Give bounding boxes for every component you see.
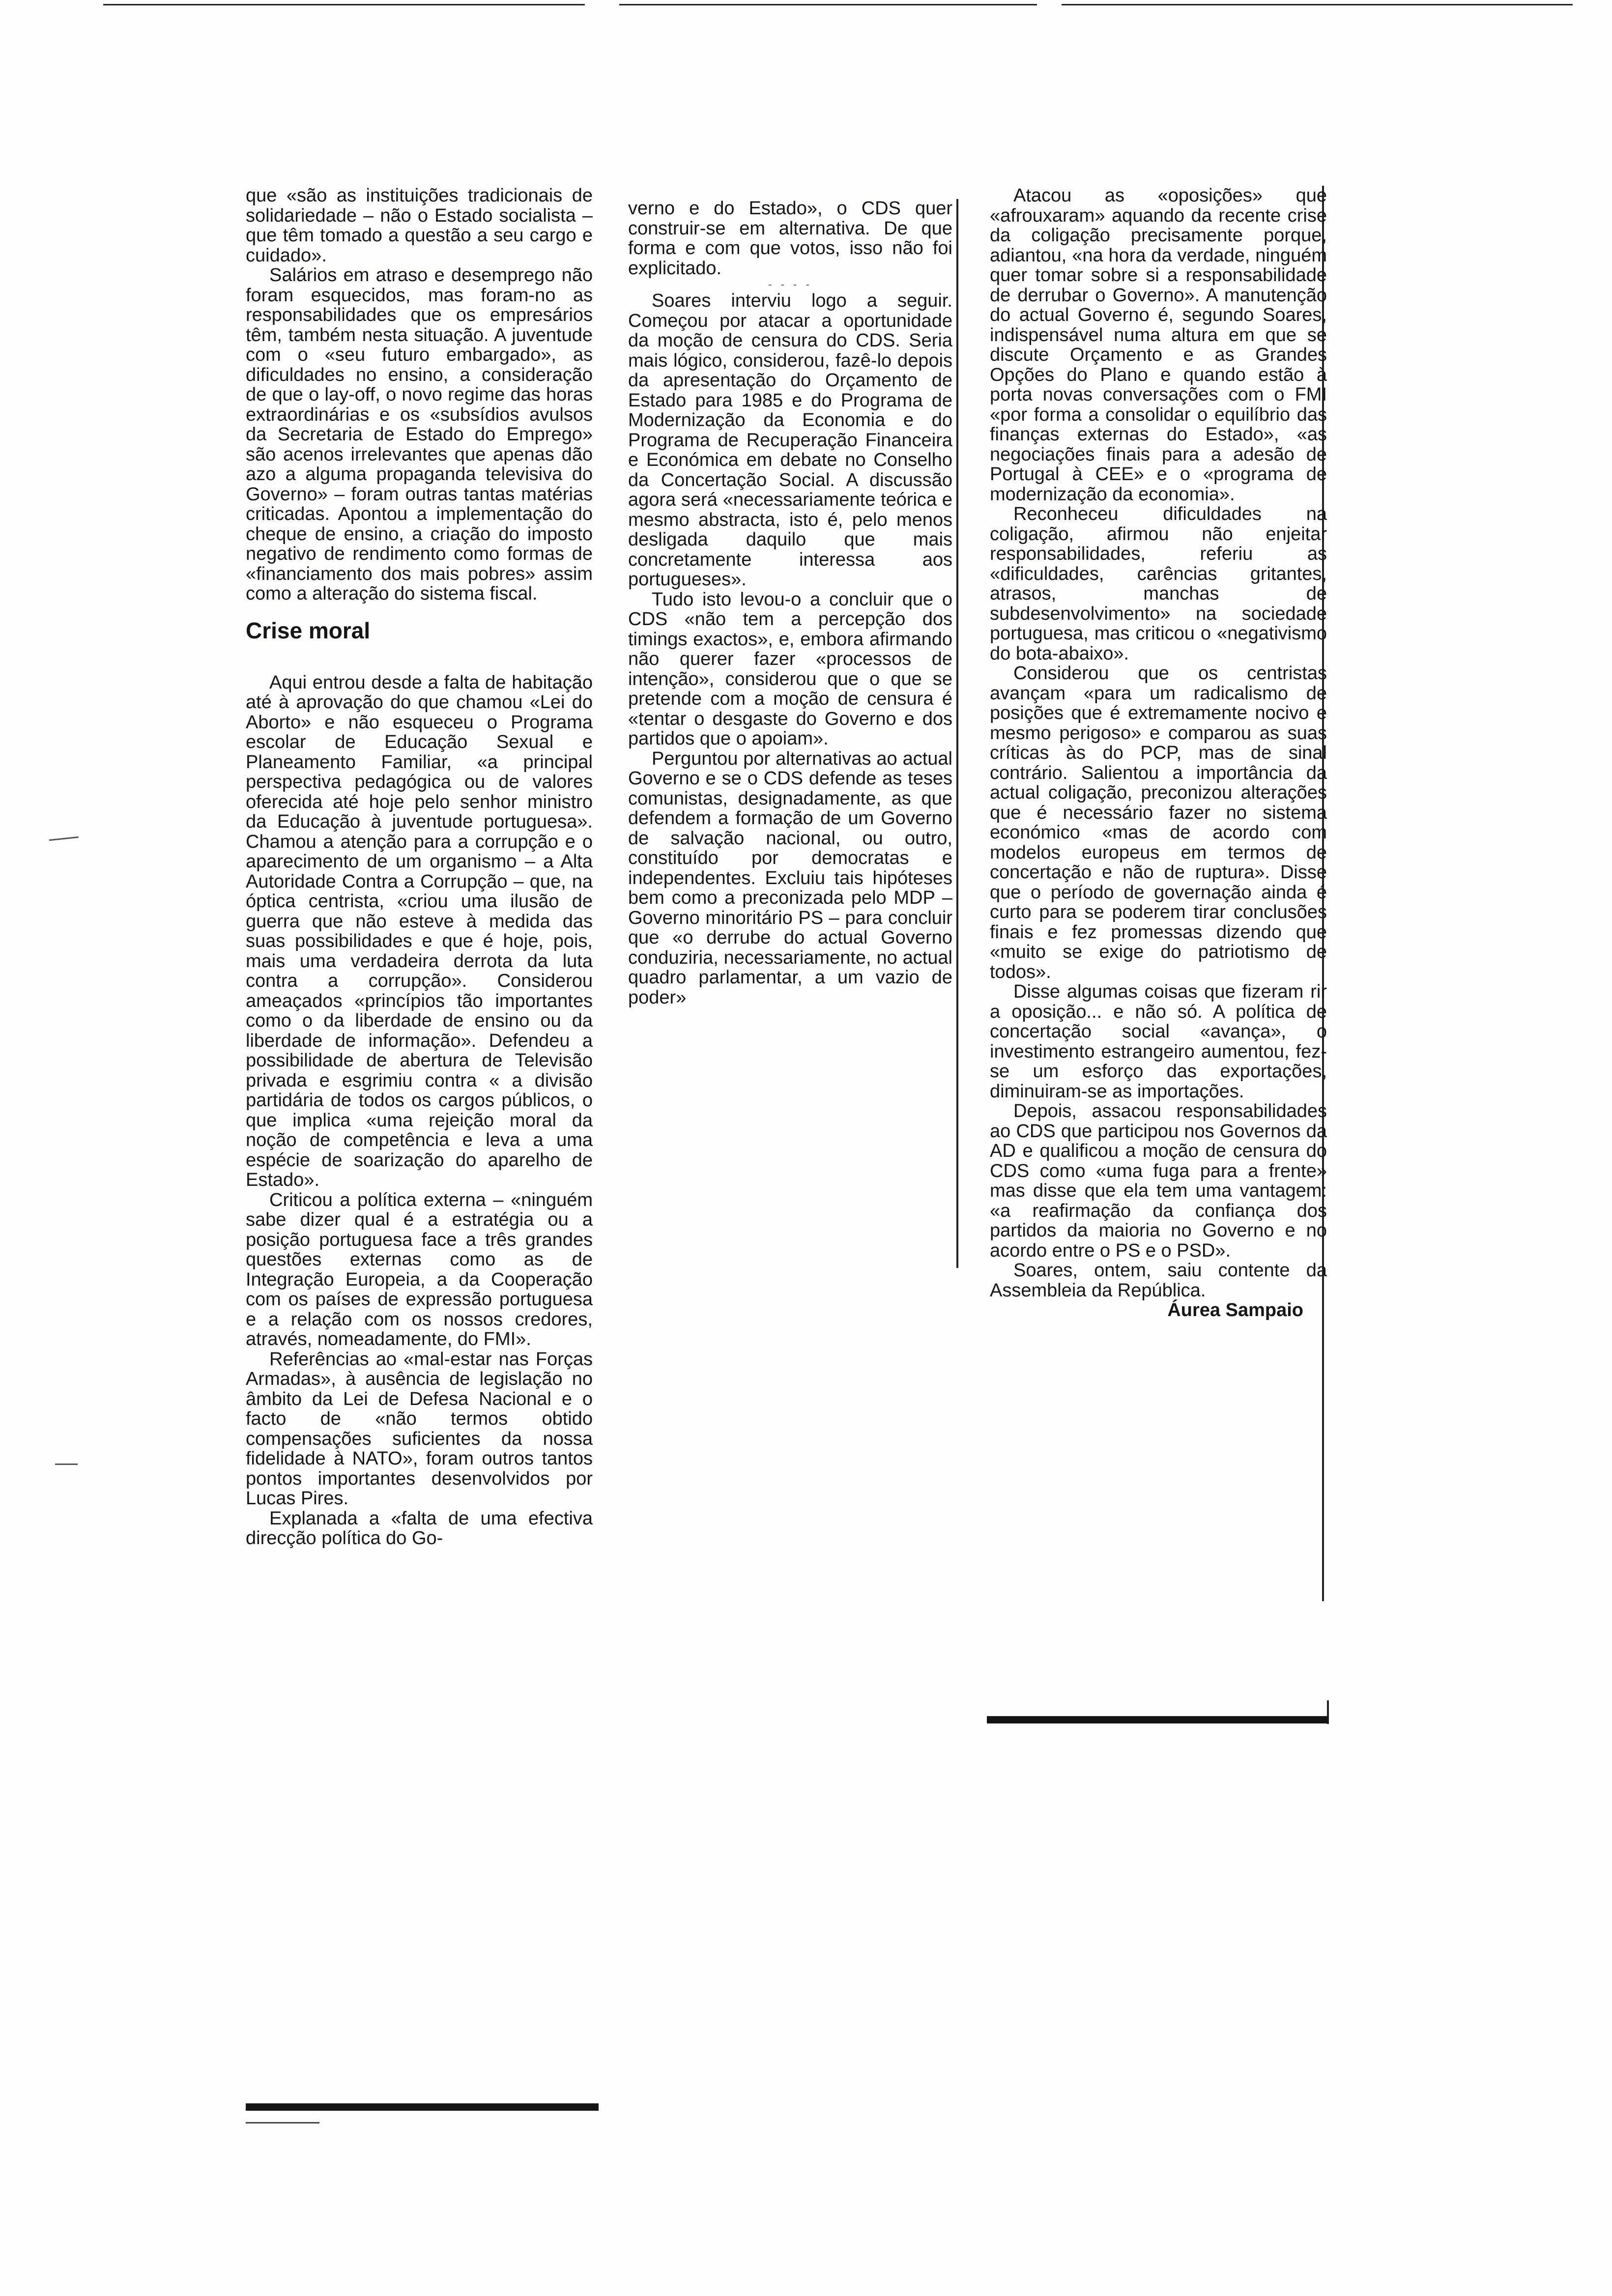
- col2-paragraph-3: Tudo isto levou-o a concluir que o CDS «não tem a percepção dos timings exactos», e, embora afirmando não querer fazer «processos de intenção», considerou que o que se pretende com a moção de censura é «tentar o desgaste do Governo e dos partidos que o apoiam».: [628, 589, 952, 749]
- article-end-rule-left-thin: [246, 2122, 319, 2124]
- col1-paragraph-2: Salários em atraso e desemprego não foram esquecidos, mas foram-no as responsabilidades que os empresários têm, também nesta situação. A juventude com o «seu futuro embargado», as dificuldades no ensino, a consideração de que o lay-off, o novo regime das horas extraordinárias e os «subsídios avulsos da Secretaria de Estado do Emprego» são acenos irrelevantes que apenas dão azo a alguma propaganda televisiva do Governo» – foram outras tantas matérias criticadas. Apontou a implementação do cheque de ensino, a criação do imposto negativo de rendimento como formas de «financiamento dos mais pobres» assim como a alteração do sistema fiscal.: [246, 265, 593, 604]
- section-separator: - - - -: [768, 278, 812, 290]
- margin-mark-top: [49, 836, 79, 841]
- col1-paragraph-3: Aqui entrou desde a falta de habitação até à aprovação do que chamou «Lei do Aborto» e não esqueceu o Programa escolar de Educação Sexual e Planeamento Familiar, «a principal perspectiva pedagógica ou de valores oferecida até hoje pelo senhor ministro da Educação à juventude portuguesa». Chamou a atenção para a corrupção e o aparecimento de um organismo – a Alta Autoridade Contra a Corrupção – que, na óptica centrista, «criou uma ilusão de guerra que não esteve à medida das suas possibilidades e que é hoje, pois, mais uma verdadeira derrota da luta contra a corrupção». Considerou ameaçados «princípios tão importantes como o da liberdade de ensino ou da liberdade de informação». Defendeu a possibilidade de abertura de Televisão privada e esgrimiu contra « a divisão partidária de todos os cargos públicos, o que implica «uma rejeição moral da noção de competência e leva a uma espécie de soarização do aparelho de Estado».: [246, 672, 593, 1190]
- scan-top-rule-middle: [619, 4, 1037, 5]
- col2-paragraph-1: verno e do Estado», o CDS quer construir-se em alternativa. De que forma e com que votos, isso não foi explicitado.: [628, 198, 952, 279]
- col3-paragraph-2: Reconheceu dificuldades na coligação, afirmou não enjeitar responsabilidades, referiu as «dificuldades, carências gritantes, atrasos, manchas de subdesenvolvimento» na sociedade portuguesa, mas criticou o «negativismo do bota-abaixo».: [990, 504, 1327, 664]
- scan-top-rule-left: [103, 4, 585, 5]
- col1-paragraph-5: Referências ao «mal-estar nas Forças Armadas», à ausência de legislação no âmbito da Lei de Defesa Nacional e o facto de «não termos obtido compensações suficientes da nossa fidelidade à NATO», foram outros tantos pontos importantes desenvolvidos por Lucas Pires.: [246, 1349, 593, 1509]
- article-end-rule-right: [987, 1716, 1328, 1723]
- subheading-crise-moral: Crise moral: [246, 617, 371, 643]
- col2-paragraph-2: Soares interviu logo a seguir. Começou por atacar a oportunidade da moção de censura do CDS. Seria mais lógico, considerou, fazê-lo depois da apresentação do Orçamento de Estado para 1985 e do Programa de Modernização da Economia e do Programa de Recuperação Financeira e Económica em debate no Conselho da Concertação Social. A discussão agora será «necessariamente teórica e mesmo abstracta, isto é, pelo menos desligada daquilo que mais concretamente interessa aos portugueses».: [628, 290, 952, 590]
- scan-top-rule-right: [1062, 4, 1573, 5]
- article-column-1: [246, 186, 593, 1549]
- col3-paragraph-3: Considerou que os centristas avançam «para um radicalismo de posições que é extremamente nocivo e mesmo perigoso» e comparou as suas críticas às do PCP, mas de sinal contrário. Salientou a importância da actual coligação, preconizou alterações que é necessário fazer no sistema económico «mas de acordo com modelos europeus em termos de concertação e não de ruptura». Disse que o período de governação ainda é curto para se poderem tirar conclusões finais e fez promessas dizendo que «muito se exige do patriotismo de todos».: [990, 663, 1327, 982]
- col2-paragraph-4: Perguntou por alternativas ao actual Governo e se o CDS defende as teses comunistas, designadamente, as que defendem a formação de um Governo de salvação nacional, ou outro, constituído por democratas e independentes. Excluiu tais hipóteses bem como a preconizada pelo MDP – Governo minoritário PS – para concluir que «o derrube do actual Governo conduziria, necessariamente, no actual quadro parlamentar, a um vazio de poder»: [628, 748, 952, 1008]
- col3-paragraph-1: Atacou as «oposições» que «afrouxaram» aquando da recente crise da coligação precisamente porque, adiantou, «na hora da verdade, ninguém quer tomar sobre si a responsabilidade de derrubar o Governo». A manutenção do actual Governo é, segundo Soares, indispensável numa altura em que se discute Orçamento e as Grandes Opções do Plano e quando estão à porta novas conversações com o FMI «por forma a consolidar o equilíbrio das finanças externas do Estado», «as negociações finais para a adesão de Portugal à CEE» e o «programa de modernização da economia».: [990, 185, 1327, 505]
- col3-paragraph-6: Soares, ontem, saiu contente da Assembleia da República.: [990, 1260, 1327, 1301]
- col3-paragraph-4: Disse algumas coisas que fizeram rir a oposição... e não só. A política de concertação social «avança», o investimento estrangeiro aumentou, fez-se um esforço das exportações, diminuiram-se as importações.: [990, 981, 1327, 1102]
- article-column-3: [990, 186, 1327, 1320]
- col3-paragraph-5: Depois, assacou responsabilidades ao CDS que participou nos Governos da AD e qualificou a moção de censura do CDS como «uma fuga para a frente» mas disse que ela tem uma vantagem: «a reafirmação da confiança dos partidos da maioria no Governo e no acordo entre o PS e o PSD».: [990, 1101, 1327, 1261]
- column-2-right-border: [956, 199, 958, 1268]
- col1-paragraph-6: Explanada a «falta de uma efectiva direcção política do Go-: [246, 1508, 593, 1549]
- col1-paragraph-1: que «são as instituições tradicionais de solidariedade – não o Estado socialista – que têm tomado a questão a seu cargo e cuidado».: [246, 185, 593, 266]
- author-signature: Áurea Sampaio: [1167, 1300, 1303, 1320]
- article-end-rule-left: [246, 2103, 599, 2111]
- margin-mark-bottom: [55, 1464, 78, 1465]
- col1-paragraph-4: Criticou a política externa – «ninguém sabe dizer qual é a estratégia ou a posição portuguesa face a três grandes questões externas como as de Integração Europeia, a da Cooperação com os países de expressão portuguesa e a relação com os nossos credores, através, nomeadamente, do FMI».: [246, 1189, 593, 1349]
- article-column-2: [628, 199, 952, 1007]
